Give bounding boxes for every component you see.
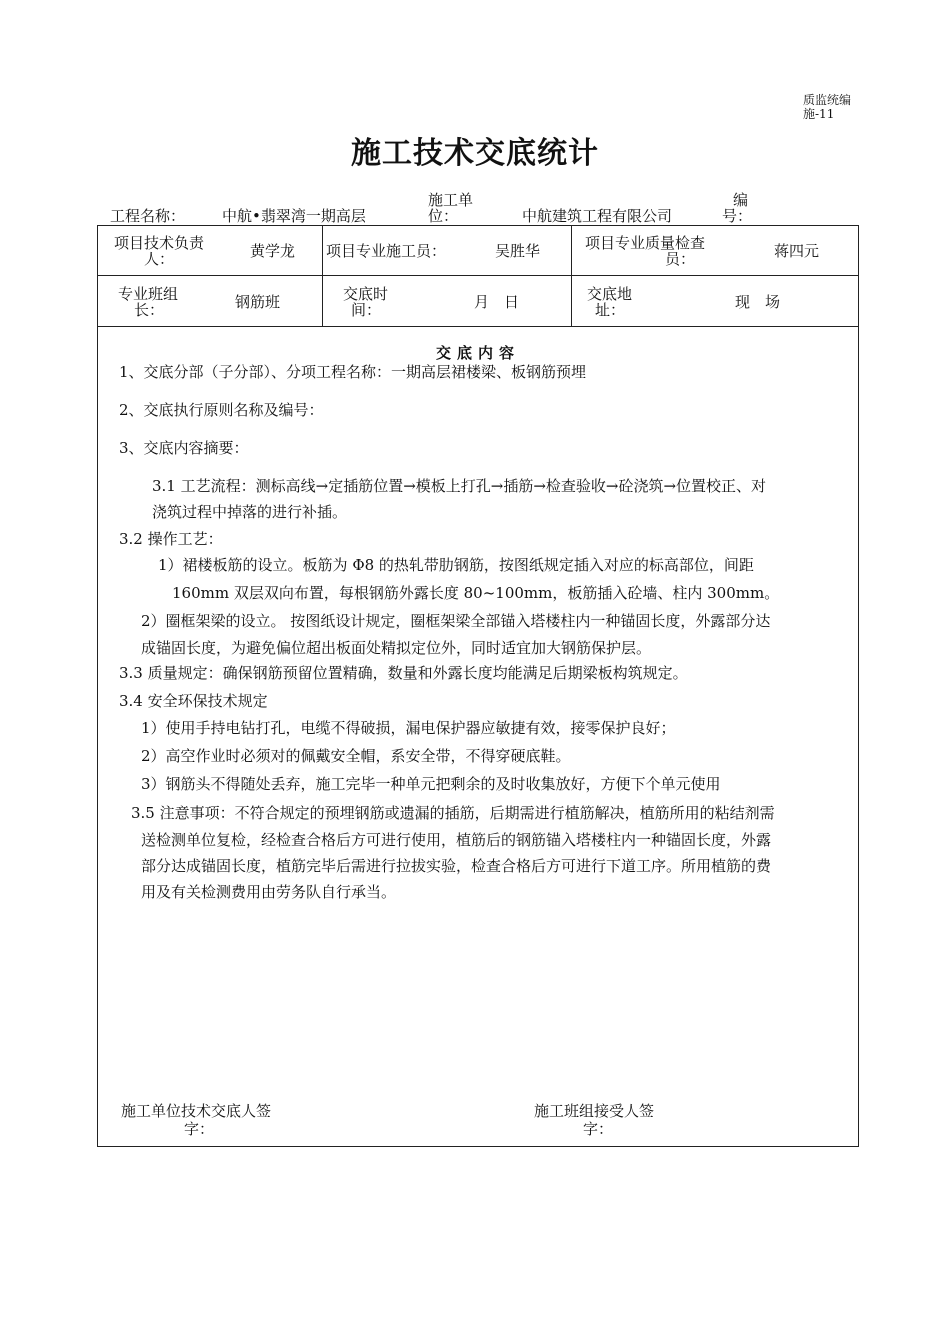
content-line-15: 3）钢筋头不得随处丢弃，施工完毕一种单元把剩余的及时收集放好，方便下个单元使用 <box>141 775 721 793</box>
content-line-1: 1、交底分部（子分部）、分项工程名称：一期高层裙楼梁、板钢筋预埋 <box>119 363 587 381</box>
quality-inspector-value: 蒋四元 <box>774 242 820 260</box>
form-code-line1: 质监统编 <box>803 93 852 107</box>
tech-lead-label-2: 人： <box>144 250 175 268</box>
project-name-value: 中航•翡翠湾一期高层 <box>222 207 366 225</box>
team-leader-label-2: 长： <box>134 301 165 319</box>
content-line-6: 3.2 操作工艺： <box>119 530 223 548</box>
row-divider-1 <box>98 275 858 276</box>
content-line-17: 送检测单位复检，经检查合格后方可进行使用，植筋后的钢筋锚入塔楼柱内一种锚固长度，外露 <box>141 831 772 849</box>
signature-right-label-2: 字： <box>583 1120 614 1138</box>
construction-unit-label-2: 位： <box>428 207 459 225</box>
content-line-2: 2、交底执行原则名称及编号： <box>119 401 324 419</box>
handover-time-value: 月 日 <box>474 293 520 311</box>
number-label-2: 号： <box>722 207 753 225</box>
content-line-4: 3.1 工艺流程：测标高线→定插筋位置→模板上打孔→插筋→检查验收→砼浇筑→位置校正、对 <box>152 477 767 495</box>
tech-lead-value: 黄学龙 <box>250 242 296 260</box>
handover-place-label-1: 交底地 <box>587 285 633 303</box>
project-name-label: 工程名称： <box>110 207 186 225</box>
content-line-8: 160mm 双层双向布置，每根钢筋外露长度 80~100mm，板筋插入砼墙、柱内 300mm。 <box>172 584 780 602</box>
tech-lead-label-1: 项目技术负责 <box>114 234 205 252</box>
form-code-line2: 施-11 <box>803 107 835 121</box>
col-divider-1 <box>322 226 323 326</box>
team-leader-label-1: 专业班组 <box>118 285 179 303</box>
content-line-14: 2）高空作业时必须对的佩戴安全帽，系安全带，不得穿硬底鞋。 <box>141 747 571 765</box>
col-divider-2 <box>571 226 572 326</box>
content-line-5: 浇筑过程中掉落的进行补插。 <box>152 503 348 521</box>
signature-right-label-1: 施工班组接受人签 <box>534 1102 655 1120</box>
signature-left-label-1: 施工单位技术交底人签 <box>121 1102 272 1120</box>
handover-table <box>97 225 859 1147</box>
content-line-12: 3.4 安全环保技术规定 <box>119 692 268 710</box>
content-line-16: 3.5 注意事项：不符合规定的预埋钢筋或遗漏的插筋，后期需进行植筋解决，植筋所用的粘结剂需 <box>131 804 775 822</box>
content-line-11: 3.3 质量规定：确保钢筋预留位置精确，数量和外露长度均能满足后期梁板构筑规定。 <box>119 664 688 682</box>
content-line-13: 1）使用手持电钻打孔，电缆不得破损，漏电保护器应敏捷有效，接零保护良好； <box>141 719 676 737</box>
signature-left-label-2: 字： <box>184 1120 215 1138</box>
page-title: 施工技术交底统计 <box>351 136 599 171</box>
content-line-10: 成锚固长度，为避免偏位超出板面处精拟定位外，同时适宜加大钢筋保护层。 <box>141 639 652 657</box>
handover-place-value: 现 场 <box>735 293 781 311</box>
team-leader-value: 钢筋班 <box>235 293 281 311</box>
handover-place-label-2: 址： <box>595 301 626 319</box>
quality-inspector-label-1: 项目专业质量检查 <box>585 234 706 252</box>
handover-time-label-2: 间： <box>351 301 382 319</box>
quality-inspector-label-2: 员： <box>665 250 696 268</box>
construction-worker-label: 项目专业施工员： <box>326 242 447 260</box>
content-line-7: 1）裙楼板筋的设立。板筋为 Φ8 的热轧带肋钢筋，按图纸规定插入对应的标高部位，间距 <box>158 556 754 574</box>
construction-unit-value: 中航建筑工程有限公司 <box>522 207 673 225</box>
row-divider-2 <box>98 326 858 327</box>
content-line-3: 3、交底内容摘要： <box>119 439 249 457</box>
construction-worker-value: 吴胜华 <box>495 242 541 260</box>
content-section-title: 交底内容 <box>435 344 520 362</box>
handover-time-label-1: 交底时 <box>343 285 389 303</box>
construction-unit-label-1: 施工单 <box>428 191 474 209</box>
content-line-18: 部分达成锚固长度，植筋完毕后需进行拉拔实验，检查合格后方可进行下道工序。所用植筋的费 <box>141 857 772 875</box>
number-label-1: 编 <box>733 191 749 209</box>
content-line-19: 用及有关检测费用由劳务队自行承当。 <box>141 883 397 901</box>
content-line-9: 2）圈框架梁的设立。 按图纸设计规定，圈框架梁全部锚入塔楼柱内一种锚固长度，外露部分达 <box>141 612 771 630</box>
